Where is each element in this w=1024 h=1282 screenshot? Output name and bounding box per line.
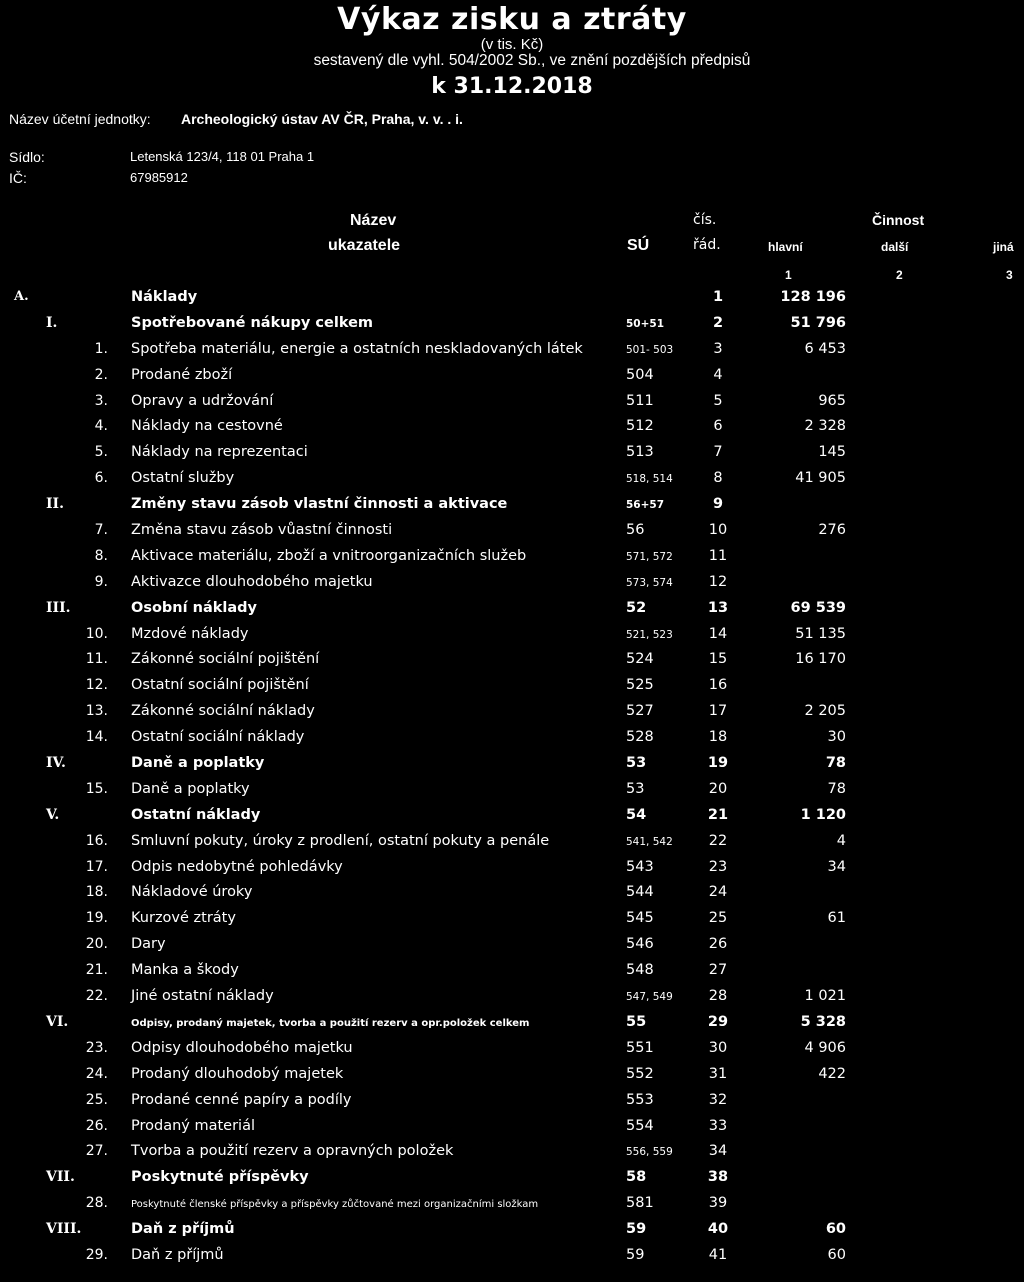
row-name: Osobní náklady — [131, 599, 257, 616]
row-name: Daně a poplatky — [131, 780, 250, 797]
row-su: 501- 503 — [626, 343, 674, 356]
row-su: 54 — [626, 806, 647, 823]
row-name: Náklady — [131, 289, 198, 305]
row-name: Mzdové náklady — [131, 625, 249, 642]
row-su: 581 — [626, 1195, 654, 1212]
col-cis-line1: čís. — [693, 212, 717, 228]
row-su: 59 — [626, 1246, 645, 1263]
table-row — [0, 1090, 1024, 1116]
table-row — [0, 882, 1024, 908]
table-row — [0, 701, 1024, 727]
table-row — [0, 572, 1024, 598]
table-row — [0, 805, 1024, 831]
row-su: 544 — [626, 884, 654, 901]
row-number: 7. — [94, 522, 108, 539]
row-roman: VII. — [46, 1169, 75, 1186]
row-rad: 23 — [708, 858, 728, 875]
seat-label: Sídlo: — [9, 149, 45, 165]
table-row — [0, 779, 1024, 805]
row-name: Dary — [131, 936, 166, 953]
row-value: 34 — [827, 858, 846, 875]
row-value: 1 021 — [804, 988, 846, 1005]
row-value: 4 906 — [804, 1039, 846, 1056]
table-row — [0, 468, 1024, 494]
row-rad: 40 — [707, 1221, 729, 1238]
row-name: Jiné ostatní náklady — [131, 988, 274, 1005]
row-rad: 15 — [708, 651, 728, 668]
table-row — [0, 391, 1024, 417]
table-row — [0, 934, 1024, 960]
row-value: 128 196 — [780, 289, 846, 305]
row-rad: 5 — [713, 392, 723, 409]
table-row — [0, 365, 1024, 391]
row-rad: 27 — [708, 962, 728, 979]
row-value: 61 — [827, 910, 846, 927]
row-name: Aktivace materiálu, zboží a vnitroorganizačních služeb — [131, 547, 527, 564]
row-number: 11. — [85, 651, 108, 668]
row-su: 554 — [626, 1117, 654, 1134]
row-roman: VIII. — [46, 1221, 82, 1238]
row-su: 528 — [626, 729, 654, 746]
row-rad: 31 — [708, 1065, 728, 1082]
table-row — [0, 1038, 1024, 1064]
row-number: 26. — [85, 1117, 108, 1134]
row-rad: 10 — [708, 522, 728, 539]
row-roman: V. — [46, 806, 60, 823]
row-su: 512 — [626, 418, 654, 435]
col-su: SÚ — [627, 237, 650, 254]
row-su: 527 — [626, 703, 654, 720]
row-rad: 8 — [713, 470, 723, 487]
col-main-no: 1 — [785, 268, 792, 282]
row-value: 78 — [827, 780, 846, 797]
row-number: 10. — [85, 625, 108, 642]
row-su: 56+57 — [626, 499, 665, 512]
row-value: 5 328 — [800, 1013, 846, 1030]
row-name: Prodané cenné papíry a podíly — [131, 1091, 352, 1108]
ic-label: IČ: — [9, 170, 27, 186]
row-rad: 33 — [708, 1117, 728, 1134]
row-value: 276 — [818, 522, 846, 539]
row-name: Kurzové ztráty — [131, 910, 236, 927]
row-su: 53 — [626, 755, 647, 772]
row-rad: 39 — [708, 1195, 728, 1212]
row-name: Daň z příjmů — [131, 1221, 235, 1238]
table-row — [0, 960, 1024, 986]
row-rad: 17 — [708, 703, 728, 720]
row-number: 25. — [85, 1091, 108, 1108]
row-rad: 1 — [712, 289, 724, 305]
row-rad: 29 — [707, 1013, 729, 1030]
row-rad: 2 — [712, 314, 724, 331]
table-row — [0, 1193, 1024, 1219]
legal-basis: sestavený dle vyhl. 504/2002 Sb., ve znění pozdějších předpisů — [313, 52, 751, 69]
row-roman: II. — [46, 496, 64, 513]
row-name: Změny stavu zásob vlastní činnosti a aktivace — [131, 496, 508, 513]
row-su: 546 — [626, 936, 654, 953]
row-name: Zákonné sociální pojištění — [131, 651, 320, 668]
row-name: Prodané zboží — [131, 366, 233, 383]
row-number: 18. — [85, 884, 108, 901]
col-other-no: 2 — [896, 268, 903, 282]
row-name: Spotřeba materiálu, energie a ostatních neskladovaných látek — [131, 340, 583, 357]
row-number: 13. — [85, 703, 108, 720]
row-rad: 16 — [708, 677, 728, 694]
table-row — [0, 1219, 1024, 1245]
row-rad: 34 — [708, 1143, 728, 1160]
row-rad: 9 — [712, 496, 724, 513]
row-number: 17. — [85, 858, 108, 875]
row-number: 5. — [94, 444, 108, 461]
row-name: Změna stavu zásob vůastní činnosti — [131, 522, 393, 539]
col-name-line1: Název — [350, 212, 397, 229]
row-su: 511 — [626, 392, 654, 409]
row-su: 573, 574 — [626, 576, 673, 589]
cost-table — [0, 287, 1024, 1271]
row-number: 3. — [94, 392, 108, 409]
row-su: 55 — [626, 1013, 647, 1030]
row-name: Odpis nedobytné pohledávky — [131, 858, 343, 875]
table-row — [0, 753, 1024, 779]
row-rad: 38 — [707, 1169, 729, 1186]
row-value: 51 796 — [790, 314, 846, 331]
table-row — [0, 339, 1024, 365]
row-value: 2 205 — [804, 703, 846, 720]
row-name: Daně a poplatky — [131, 755, 265, 772]
row-value: 78 — [825, 755, 846, 772]
table-row — [0, 494, 1024, 520]
row-su: 518, 514 — [626, 473, 673, 486]
table-row — [0, 675, 1024, 701]
table-row — [0, 1116, 1024, 1142]
row-number: 15. — [85, 780, 108, 797]
row-number: 19. — [85, 910, 108, 927]
row-roman: IV. — [46, 755, 66, 772]
row-name: Poskytnuté příspěvky — [131, 1169, 309, 1186]
row-number: 8. — [94, 547, 108, 564]
row-number: 28. — [85, 1195, 108, 1212]
row-rad: 4 — [713, 366, 723, 383]
table-row — [0, 1245, 1024, 1271]
row-number: 1. — [94, 340, 108, 357]
row-value: 16 170 — [795, 651, 846, 668]
row-su: 50+51 — [626, 317, 665, 330]
table-row — [0, 831, 1024, 857]
row-number: 14. — [85, 729, 108, 746]
row-number: 20. — [85, 936, 108, 953]
row-name: Prodaný dlouhodobý majetek — [131, 1065, 344, 1082]
row-number: 29. — [85, 1246, 108, 1263]
units-note: (v tis. Kč) — [480, 36, 544, 53]
row-su: 524 — [626, 651, 654, 668]
row-value: 422 — [818, 1065, 846, 1082]
row-roman: III. — [46, 599, 71, 616]
row-rad: 14 — [708, 625, 728, 642]
row-su: 53 — [626, 780, 645, 797]
col-misc-no: 3 — [1006, 268, 1013, 282]
section-letter: A. — [14, 289, 29, 304]
col-cis-line2: řád. — [693, 237, 721, 253]
row-number: 23. — [85, 1039, 108, 1056]
row-name: Spotřebované nákupy celkem — [131, 314, 374, 331]
row-rad: 6 — [713, 418, 723, 435]
row-roman: VI. — [46, 1013, 69, 1030]
table-row — [0, 598, 1024, 624]
row-su: 58 — [626, 1169, 647, 1186]
row-name: Náklady na reprezentaci — [131, 444, 308, 461]
row-rad: 28 — [708, 988, 728, 1005]
table-row — [0, 908, 1024, 934]
row-name: Ostatní náklady — [131, 806, 261, 823]
row-value: 69 539 — [790, 599, 846, 616]
row-rad: 18 — [708, 729, 728, 746]
row-value: 60 — [827, 1246, 846, 1263]
row-su: 52 — [626, 599, 647, 616]
table-row — [0, 313, 1024, 339]
row-rad: 13 — [707, 599, 729, 616]
row-rad: 41 — [708, 1246, 728, 1263]
report-title: Výkaz zisku a ztráty — [337, 2, 687, 37]
row-rad: 19 — [707, 755, 729, 772]
row-su: 525 — [626, 677, 654, 694]
row-value: 1 120 — [800, 806, 846, 823]
row-name: Náklady na cestovné — [131, 418, 283, 435]
report-date: k 31.12.2018 — [431, 74, 593, 99]
row-su: 541, 542 — [626, 835, 673, 848]
row-rad: 22 — [708, 832, 728, 849]
row-name: Odpisy, prodaný majetek, tvorba a použití rezerv a opr.položek celkem — [131, 1017, 530, 1029]
row-rad: 21 — [707, 806, 729, 823]
row-name: Prodaný materiál — [131, 1117, 255, 1134]
row-number: 22. — [85, 988, 108, 1005]
row-su: 551 — [626, 1039, 654, 1056]
table-row — [0, 1012, 1024, 1038]
col-misc: jiná — [993, 240, 1014, 254]
table-row — [0, 416, 1024, 442]
row-rad: 20 — [708, 780, 728, 797]
row-number: 6. — [94, 470, 108, 487]
ic-value: 67985912 — [130, 170, 188, 185]
row-rad: 26 — [708, 936, 728, 953]
row-number: 4. — [94, 418, 108, 435]
table-row — [0, 546, 1024, 572]
row-name: Odpisy dlouhodobého majetku — [131, 1039, 353, 1056]
row-number: 12. — [85, 677, 108, 694]
entity-label: Název účetní jednotky: — [9, 111, 151, 127]
row-rad: 3 — [713, 340, 723, 357]
col-name-line2: ukazatele — [328, 237, 401, 254]
row-name: Zákonné sociální náklady — [131, 703, 315, 720]
row-value: 30 — [827, 729, 846, 746]
row-su: 59 — [626, 1221, 647, 1238]
row-number: 16. — [85, 832, 108, 849]
row-value: 6 453 — [804, 340, 846, 357]
row-name: Opravy a udržování — [131, 392, 274, 409]
row-rad: 32 — [708, 1091, 728, 1108]
row-roman: I. — [46, 314, 58, 331]
row-rad: 30 — [708, 1039, 728, 1056]
row-value: 60 — [825, 1221, 846, 1238]
row-value: 965 — [818, 392, 846, 409]
table-row — [0, 520, 1024, 546]
col-other: další — [881, 240, 909, 254]
row-name: Aktivazce dlouhodobého majetku — [131, 573, 373, 590]
row-number: 24. — [85, 1065, 108, 1082]
row-value: 41 905 — [795, 470, 846, 487]
row-rad: 12 — [708, 573, 728, 590]
row-su: 543 — [626, 858, 654, 875]
entity-value: Archeologický ústav AV ČR, Praha, v. v. . i. — [181, 111, 463, 127]
row-su: 545 — [626, 910, 654, 927]
row-name: Daň z příjmů — [131, 1246, 224, 1263]
row-value: 145 — [818, 444, 846, 461]
row-name: Manka a škody — [131, 962, 239, 979]
table-row — [0, 442, 1024, 468]
table-row — [0, 1064, 1024, 1090]
row-value: 4 — [836, 832, 846, 849]
table-row — [0, 986, 1024, 1012]
row-su: 571, 572 — [626, 550, 673, 563]
row-rad: 24 — [708, 884, 728, 901]
col-main: hlavní — [768, 240, 803, 254]
table-row — [0, 1167, 1024, 1193]
seat-value: Letenská 123/4, 118 01 Praha 1 — [130, 149, 315, 164]
row-name: Poskytnuté členské příspěvky a příspěvky zůčtované mezi organizačními složkam — [131, 1199, 539, 1211]
row-su: 547, 549 — [626, 991, 673, 1004]
row-name: Smluvní pokuty, úroky z prodlení, ostatní pokuty a penále — [131, 832, 550, 849]
row-number: 21. — [85, 962, 108, 979]
table-row — [0, 624, 1024, 650]
row-rad: 25 — [708, 910, 728, 927]
col-activity: Činnost — [872, 212, 925, 228]
row-value: 2 328 — [804, 418, 846, 435]
row-su: 521, 523 — [626, 628, 673, 641]
row-su: 552 — [626, 1065, 654, 1082]
row-rad: 11 — [708, 547, 728, 564]
table-row — [0, 1141, 1024, 1167]
row-rad: 7 — [713, 444, 723, 461]
row-name: Ostatní služby — [131, 470, 235, 487]
row-name: Nákladové úroky — [131, 884, 253, 901]
row-su: 548 — [626, 962, 654, 979]
row-number: 27. — [85, 1143, 108, 1160]
table-row — [0, 649, 1024, 675]
section-a-row — [0, 287, 1024, 313]
row-su: 556, 559 — [626, 1146, 673, 1159]
table-row — [0, 857, 1024, 883]
row-number: 2. — [94, 366, 108, 383]
row-su: 553 — [626, 1091, 654, 1108]
row-su: 513 — [626, 444, 654, 461]
row-su: 56 — [626, 522, 645, 539]
table-row — [0, 727, 1024, 753]
row-number: 9. — [94, 573, 108, 590]
row-name: Ostatní sociální pojištění — [131, 677, 309, 694]
row-su: 504 — [626, 366, 654, 383]
row-name: Tvorba a použití rezerv a opravných položek — [131, 1143, 454, 1160]
row-value: 51 135 — [795, 625, 846, 642]
row-name: Ostatní sociální náklady — [131, 729, 305, 746]
